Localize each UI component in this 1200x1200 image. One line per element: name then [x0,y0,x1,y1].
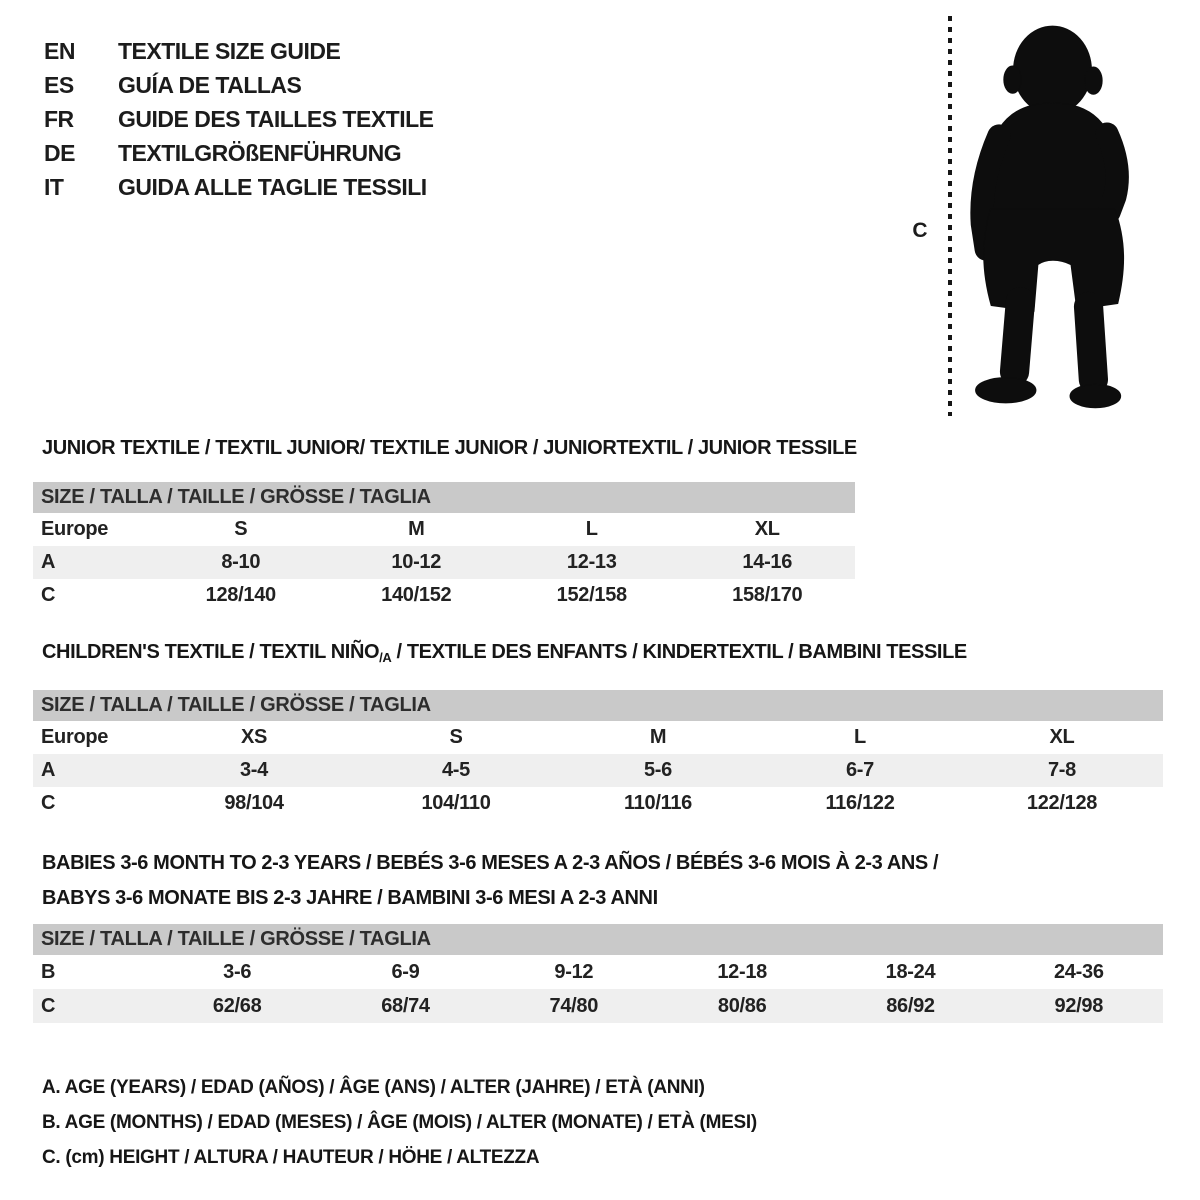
language-row-fr [44,102,434,136]
row-label-b: B [41,960,56,983]
babies-title-line2: BABYS 3-6 MONATE BIS 2-3 JAHRE / BAMBINI 3-6 MESI A 2-3 ANNI [42,887,658,909]
row-label-c: C [41,584,56,606]
children-title-subscript: /A [379,650,392,665]
junior-size-table [33,482,855,612]
children-title-text: CHILDREN'S TEXTILE / TEXTIL NIÑO [42,641,380,663]
height-value: 92/98 [1054,994,1104,1017]
age-value: 18-24 [885,960,936,983]
age-value: 7-8 [1047,759,1076,781]
age-value: 12-18 [717,960,767,983]
height-value: 128/140 [205,584,276,606]
children-size-header-bar: SIZE / TALLA / TAILLE / GRÖSSE / TAGLIA [33,690,1163,721]
language-title-list [44,34,434,204]
babies-age-row [33,955,1163,989]
age-value: 5-6 [643,759,672,781]
size-column-header: M [649,726,667,748]
children-age-row [33,754,1163,787]
language-row-it [44,170,434,204]
legend-footnotes [42,1070,757,1175]
babies-height-row [33,989,1163,1023]
row-label-a: A [41,551,56,573]
age-value: 10-12 [391,551,442,573]
guide-title-it: GUIDA ALLE TAGLIE TESSILI [118,173,427,200]
age-value: 6-7 [845,759,874,781]
age-value: 3-6 [223,960,252,983]
height-value: 80/86 [717,994,767,1017]
height-value: 62/68 [212,994,262,1017]
language-code-it: IT [44,173,64,200]
language-row-es [44,68,434,102]
toddler-silhouette-image [960,18,1145,410]
junior-size-header-bar: SIZE / TALLA / TAILLE / GRÖSSE / TAGLIA [33,482,855,513]
row-label-a: A [41,759,56,781]
junior-columns-row [33,513,855,546]
row-label-c: C [41,994,56,1017]
guide-title-en: TEXTILE SIZE GUIDE [118,37,341,64]
size-column-header: S [234,518,248,540]
children-columns-row [33,721,1163,754]
babies-size-header-bar: SIZE / TALLA / TAILLE / GRÖSSE / TAGLIA [33,924,1163,955]
size-column-header: L [854,726,866,748]
height-value: 68/74 [381,994,430,1017]
children-height-row [33,787,1163,820]
guide-title-de: TEXTILGRÖßENFÜHRUNG [118,139,402,166]
children-title-text: / TEXTILE DES ENFANTS / KINDERTEXTIL / BAMBINI TESSILE [391,641,967,663]
language-code-fr: FR [44,105,74,132]
language-row-en [44,34,434,68]
height-value: 122/128 [1026,792,1098,814]
language-code-en: EN [44,37,75,64]
row-label-c: C [41,792,56,814]
height-value: 98/104 [224,792,284,814]
language-code-de: DE [44,139,75,166]
junior-age-row [33,546,855,579]
age-value: 8-10 [221,551,261,573]
footnote-b: B. AGE (MONTHS) / EDAD (MESES) / ÂGE (MOIS) / ALTER (MONATE) / ETÀ (MESI) [42,1112,757,1133]
region-label: Europe [41,518,109,540]
babies-size-table [33,924,1163,1023]
height-value: 86/92 [886,994,935,1017]
size-column-header: L [585,518,598,540]
size-column-header: XS [240,726,268,748]
babies-title-line1: BABIES 3-6 MONTH TO 2-3 YEARS / BEBÉS 3-6 MESES A 2-3 AÑOS / BÉBÉS 3-6 MOIS À 2-3 ANS / [42,852,939,874]
age-value: 12-13 [566,551,617,573]
size-column-header: M [408,518,425,540]
size-column-header: S [449,726,463,748]
height-value: 74/80 [549,994,599,1017]
children-section-title [42,641,967,665]
height-measure-label: C [912,219,928,242]
babies-section-title [42,846,938,916]
height-value: 152/158 [556,584,627,606]
size-column-header: XL [1049,726,1075,748]
footnote-a: A. AGE (YEARS) / EDAD (AÑOS) / ÂGE (ANS) / ALTER (JAHRE) / ETÀ (ANNI) [42,1077,705,1098]
age-value: 9-12 [554,960,594,983]
age-value: 24-36 [1053,960,1104,983]
guide-title-es: GUÍA DE TALLAS [118,71,302,98]
age-value: 4-5 [441,759,470,781]
height-value: 110/116 [624,792,692,814]
junior-section-title: JUNIOR TEXTILE / TEXTIL JUNIOR/ TEXTILE JUNIOR / JUNIORTEXTIL / JUNIOR TESSILE [42,437,857,459]
height-value: 158/170 [732,584,803,606]
footnote-c: C. (cm) HEIGHT / ALTURA / HAUTEUR / HÖHE / ALTEZZA [42,1147,540,1168]
language-code-es: ES [44,71,74,98]
height-measure-dotted-line [948,16,952,416]
children-size-table [33,690,1163,820]
height-value: 104/110 [421,792,491,814]
age-value: 14-16 [742,551,793,573]
age-value: 6-9 [391,960,420,983]
height-value: 116/122 [825,792,895,814]
junior-height-row [33,579,855,612]
region-label: Europe [41,726,109,748]
guide-title-fr: GUIDE DES TAILLES TEXTILE [118,105,434,132]
height-value: 140/152 [381,584,452,606]
size-column-header: XL [754,518,780,540]
age-value: 3-4 [239,759,268,781]
language-row-de [44,136,434,170]
